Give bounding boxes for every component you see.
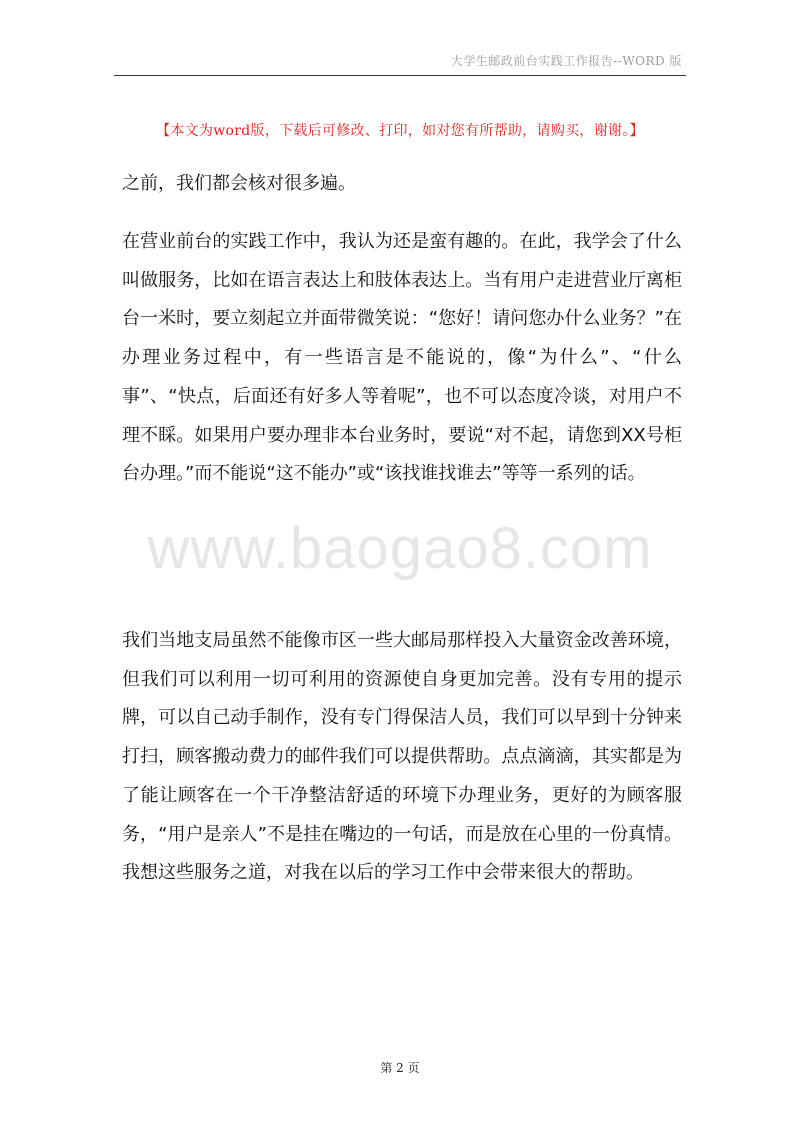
header-title: 大学生邮政前台实践工作报告--WORD 版	[450, 54, 682, 68]
watermark: www.baogao8.com	[147, 516, 653, 581]
page-number: 第 2 页	[380, 1061, 420, 1075]
paragraph-3: 我们当地支局虽然不能像市区一些大邮局那样投入大量资金改善环境，但我们可以利用一切可利用的资源使自身更加完善。没有专用的提示牌，可以自己动手制作，没有专门得保洁人员，我们可以早到十分钟来打扫，顾客搬动费力的邮件我们可以提供帮助。点点滴滴，其实都是为了能让顾客在一个干净整洁舒适的环境下办理业务，更好的为顾客服务，“用户是亲人”不是挂在嘴边的一句话，而是放在心里的一份真情。我想这些服务之道，对我在以后的学习工作中会带来很大的帮助。	[122, 630, 682, 884]
paragraph-1: 之前，我们都会核对很多遍。	[122, 173, 356, 194]
paragraph-2: 在营业前台的实践工作中，我认为还是蛮有趣的。在此，我学会了什么叫做服务，比如在语言表达上和肢体表达上。当有用户走进营业厅离柜台一米时，要立刻起立并面带微笑说：“您好！请问您办什么业务？”在办理业务过程中，有一些语言是不能说的，像“为什么”、“什么事”、“快点，后面还有好多人等着呢”，也不可以态度冷谈，对用户不理不睬。如果用户要办理非本台业务时，要说“对不起，请您到XX号柜台办理。”而不能说“这不能办”或“该找谁找谁去”等等一系列的话。	[122, 231, 682, 485]
purchase-notice: 【本文为word版，下载后可修改、打印，如对您有所帮助，请购买，谢谢。】	[156, 123, 644, 139]
header-divider	[114, 75, 686, 76]
